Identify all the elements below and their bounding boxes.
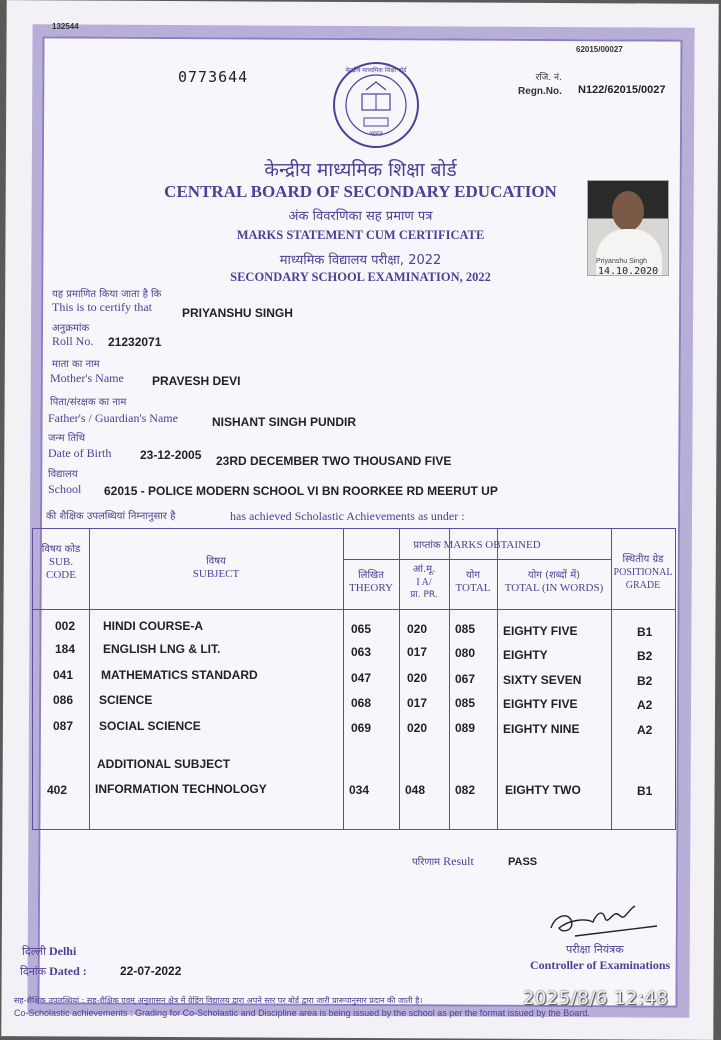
row-code: 184	[55, 642, 76, 656]
row-total: 085	[455, 696, 476, 710]
roll-label: Roll No.	[52, 334, 94, 348]
father-label: Father's / Guardian's Name	[48, 411, 178, 425]
row-ia: 020	[407, 671, 428, 685]
row-theory: 065	[351, 622, 372, 636]
row-subject: MATHEMATICS STANDARD	[101, 668, 258, 682]
photo-face	[612, 191, 644, 231]
photo-timestamp: 2025/8/6 12:48	[523, 988, 669, 1009]
header-marks-obtained: प्राप्तांक MARKS OBTAINED	[413, 539, 541, 551]
header-subject: विषय SUBJECT	[192, 556, 240, 580]
mother-name: PRAVESH DEVI	[152, 374, 241, 388]
student-name: PRIYANSHU SINGH	[182, 306, 293, 320]
row-theory: 034	[349, 783, 370, 797]
row-total: 067	[455, 672, 476, 686]
dob-label-hi: जन्म तिथि	[48, 433, 86, 444]
result-value: PASS	[508, 856, 538, 868]
row-words: SIXTY SEVEN	[503, 673, 582, 687]
serial-number: 0773644	[178, 68, 249, 86]
controller-signature	[545, 898, 665, 948]
mother-label: Mother's Name	[50, 371, 124, 385]
dob-words: 23RD DECEMBER TWO THOUSAND FIVE	[216, 454, 452, 468]
achievement-label: has achieved Scholastic Achievements as under :	[230, 509, 465, 523]
roll-number: 21232071	[108, 335, 162, 349]
regn-label-en: Regn.No.	[518, 86, 562, 97]
certify-label: This is to certify that	[52, 300, 152, 314]
photo-date: 14.10.2020	[598, 266, 659, 277]
row-theory: 063	[351, 645, 372, 659]
row-subject: HINDI COURSE-A	[103, 619, 204, 633]
photo-caption: Priyanshu Singh	[596, 258, 647, 265]
regn-label-hi: रजि. नं.	[535, 73, 562, 83]
additional-subject-label: ADDITIONAL SUBJECT	[97, 757, 231, 771]
row-code: 041	[53, 668, 74, 682]
header-code: विषय कोड SUB. CODE	[41, 544, 81, 581]
school-label-hi: विद्यालय	[48, 469, 78, 480]
exam-title-english: SECONDARY SCHOOL EXAMINATION, 2022	[230, 270, 491, 284]
issue-date: 22-07-2022	[120, 964, 182, 978]
exam-title-hindi: माध्यमिक विद्यालय परीक्षा, 2022	[279, 253, 442, 268]
certify-label-hi: यह प्रमाणित किया जाता है कि	[52, 289, 162, 300]
certificate-title-hindi: अंक विवरणिका सह प्रमाण पत्र	[288, 209, 433, 224]
achievement-label-hi: की शैक्षिक उपलब्धियां निम्नानुसार है	[46, 511, 176, 522]
dob-value: 23-12-2005	[140, 448, 202, 462]
row-subject: SCIENCE	[99, 693, 153, 707]
row-grade: A2	[637, 723, 653, 737]
seal-bottom-text: भारत	[369, 130, 383, 138]
marks-table	[32, 528, 676, 830]
certificate-title-english: MARKS STATEMENT CUM CERTIFICATE	[236, 228, 485, 242]
header-total-words: योग (शब्दों में) TOTAL (IN WORDS)	[504, 570, 604, 594]
school-label: School	[48, 482, 82, 496]
row-total: 089	[455, 721, 476, 735]
co-scholastic-note-hi: सह-शैक्षिक उपलब्धियां : सह-शैक्षिक एवम् अनुशासन क्षेत्र में ग्रेडिंग विद्यालय द्वारा अपने स्तर पर बोर्ड द्वारा जारी प्रारूपानुसार प्रदान की जाती है।	[14, 996, 423, 1005]
result-label: परिणाम Result	[412, 854, 474, 868]
row-code: 086	[53, 693, 74, 707]
regn-label	[518, 72, 562, 98]
row-words: EIGHTY FIVE	[503, 697, 578, 711]
row-words: EIGHTY NINE	[503, 722, 580, 736]
row-total: 080	[455, 646, 476, 660]
row-theory: 047	[351, 671, 372, 685]
school-name: 62015 - POLICE MODERN SCHOOL VI BN ROORKEE RD MEERUT UP	[104, 484, 498, 498]
row-words: EIGHTY	[503, 648, 548, 662]
controller-label: Controller of Examinations	[530, 958, 671, 972]
dob-label: Date of Birth	[48, 446, 112, 460]
row-ia: 017	[407, 696, 428, 710]
row-code: 002	[55, 619, 76, 633]
row-grade: B2	[637, 649, 653, 663]
row-theory: 068	[351, 696, 372, 710]
board-title-hindi: केन्द्रीय माध्यमिक शिक्षा बोर्ड	[264, 159, 457, 181]
row-code: 402	[47, 783, 68, 797]
row-grade: A2	[637, 698, 653, 712]
row-ia: 017	[407, 645, 428, 659]
row-subject: SOCIAL SCIENCE	[99, 719, 201, 733]
row-grade: B1	[637, 784, 653, 798]
serial-small: 132544	[52, 22, 79, 31]
header-theory: लिखित THEORY	[349, 570, 393, 594]
row-total: 082	[455, 783, 476, 797]
dated-label: दिनांक Dated :	[20, 964, 87, 978]
row-ia: 020	[407, 721, 428, 735]
school-code-top: 62015/00027	[576, 45, 623, 54]
row-grade: B1	[637, 625, 653, 639]
row-ia: 048	[405, 783, 426, 797]
header-ia: आं.मू. I A/ प्रा. PR.	[410, 564, 438, 600]
row-subject: ENGLISH LNG & LIT.	[103, 642, 221, 656]
header-grade: स्थितीय ग्रेड POSITIONAL GRADE	[613, 554, 673, 591]
controller-label-hi: परीक्षा नियंत्रक	[566, 943, 624, 956]
father-name: NISHANT SINGH PUNDIR	[212, 415, 357, 429]
roll-label-hi: अनुक्रमांक	[52, 323, 90, 334]
row-code: 087	[53, 719, 74, 733]
row-words: EIGHTY FIVE	[503, 624, 578, 638]
row-ia: 020	[407, 622, 428, 636]
row-theory: 069	[351, 721, 372, 735]
board-title-english: CENTRAL BOARD OF SECONDARY EDUCATION	[164, 182, 557, 201]
regn-number: N122/62015/0027	[578, 84, 666, 96]
mother-label-hi: माता का नाम	[52, 359, 100, 370]
header-total: योग TOTAL	[455, 570, 491, 594]
co-scholastic-note: Co-Scholastic achievements : Grading for Co-Scholastic and Discipline area is being issued by the school as per the format issued by the Board.	[14, 1008, 590, 1018]
row-words: EIGHTY TWO	[505, 783, 581, 797]
seal-text: केन्द्रीय माध्यमिक शिक्षा बोर्ड	[345, 67, 407, 74]
row-total: 085	[455, 622, 476, 636]
row-grade: B2	[637, 674, 653, 688]
place-label: दिल्ली Delhi	[22, 944, 77, 958]
row-subject: INFORMATION TECHNOLOGY	[95, 782, 267, 796]
father-label-hi: पिता/संरक्षक का नाम	[50, 397, 127, 408]
cbse-seal-icon	[330, 60, 422, 150]
